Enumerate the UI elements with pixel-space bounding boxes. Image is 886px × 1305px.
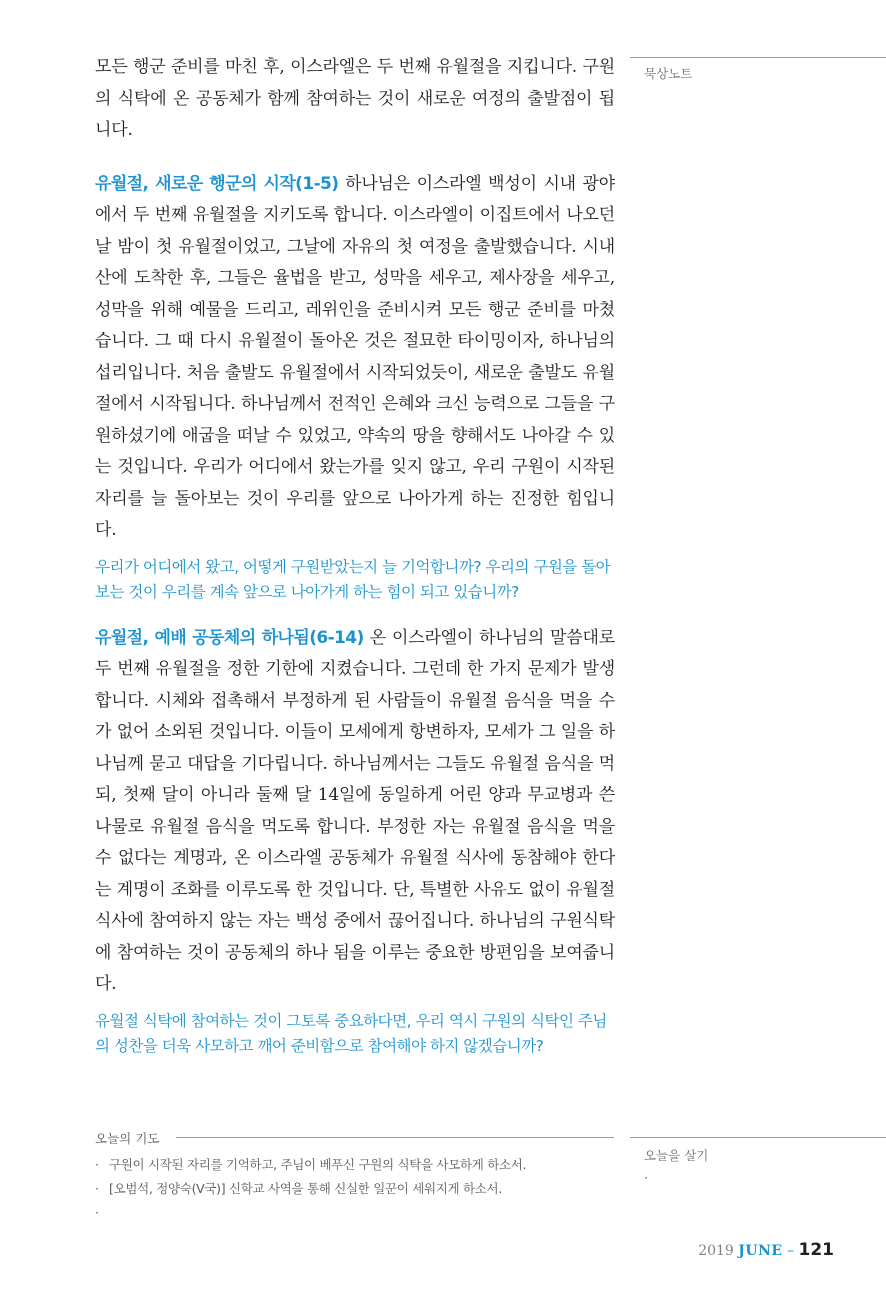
- section-1-heading: 유월절, 새로운 행군의 시작(1-5): [95, 173, 339, 194]
- prayer-rule: [176, 1137, 614, 1138]
- note-rule: [630, 57, 886, 58]
- footer-dash: –: [787, 1243, 795, 1259]
- page-footer: [698, 1240, 834, 1260]
- prayer-bullet: ·: [95, 1205, 99, 1220]
- prayer-bullet: ·: [95, 1181, 99, 1196]
- prayer-text: 구원이 시작된 자리를 기억하고, 주님이 베푸신 구원의 식탁을 사모하게 하소서.: [109, 1157, 527, 1172]
- meditation-note-title: 묵상노트: [644, 66, 693, 81]
- prayer-list: [95, 1153, 615, 1225]
- section-2-paragraph: [95, 623, 615, 1001]
- section-2-body: 온 이스라엘이 하나님의 말씀대로 두 번째 유월절을 정한 기한에 지켰습니다. 그런데 한 가지 문제가 발생합니다. 시체와 접촉해서 부정하게 된 사람들이 유월절 음식을 먹을 수가 없어 소외된 것입니다. 이들이 모세에게 항변하자, 모세가 그 일을 하나님께 묻고 대답을 기다립니다. 하나님께서는 그들도 유월절 음식을 먹되, 첫째 달이 아니라 둘째 달 14일에 동일하게 어린 양과 무교병과 쓴나물로 유월절 음식을 먹도록 합니다. 부정한 자는 유월절 음식을 먹을 수 없다는 계명과, 온 이스라엘 공동체가 유월절 식사에 동참해야 한다는 계명이 조화를 이루도록 한 것입니다. 단, 특별한 사유도 없이 유월절 식사에 참여하지 않는 자는 백성 중에서 끊어집니다. 하나님의 구원식탁에 참여하는 것이 공동체의 하나 됨을 이루는 중요한 방편임을 보여줍니다.: [95, 627, 615, 994]
- prayer-item: [95, 1153, 615, 1177]
- prayer-text: [오범석, 정양숙(V국)] 신학교 사역을 통해 신실한 일꾼이 세워지게 하소서.: [109, 1181, 502, 1196]
- footer-month: JUNE: [738, 1243, 783, 1259]
- live-today-title: 오늘을 살기: [644, 1148, 709, 1163]
- intro-paragraph: 모든 행군 준비를 마친 후, 이스라엘은 두 번째 유월절을 지킵니다. 구원의 식탁에 온 공동체가 함께 참여하는 것이 새로운 여정의 출발점이 됩니다.: [95, 57, 615, 140]
- section-2-heading: 유월절, 예배 공동체의 하나됨(6-14): [95, 627, 364, 648]
- prayer-label: 오늘의 기도: [95, 1131, 160, 1146]
- page-number: 121: [798, 1240, 834, 1260]
- section-1-question: 우리가 어디에서 왔고, 어떻게 구원받았는지 늘 기억합니까? 우리의 구원을 돌아보는 것이 우리를 계속 앞으로 나아가게 하는 힘이 되고 있습니까?: [95, 557, 611, 601]
- prayer-item: [95, 1201, 615, 1225]
- section-2-question: 유월절 식탁에 참여하는 것이 그토록 중요하다면, 우리 역시 구원의 식탁인 주님의 성찬을 더욱 사모하고 깨어 준비함으로 참여해야 하지 않겠습니까?: [95, 1011, 607, 1055]
- section-1-paragraph: [95, 169, 615, 547]
- main-column: [95, 52, 615, 1059]
- footer-year: 2019: [698, 1243, 734, 1259]
- prayer-item: [95, 1177, 615, 1201]
- prayer-bullet: ·: [95, 1157, 99, 1172]
- live-bullet: ·: [644, 1170, 648, 1185]
- live-rule: [630, 1137, 886, 1138]
- section-1-body: 하나님은 이스라엘 백성이 시내 광야에서 두 번째 유월절을 지키도록 합니다. 이스라엘이 이집트에서 나오던 날 밤이 첫 유월절이었고, 그날에 자유의 첫 여정을 출발했습니다. 시내산에 도착한 후, 그들은 율법을 받고, 성막을 세우고, 제사장을 세우고, 성막을 위해 예물을 드리고, 레위인을 준비시켜 모든 행군 준비를 마쳤습니다. 그 때 다시 유월절이 돌아온 것은 절묘한 타이밍이자, 하나님의 섭리입니다. 처음 출발도 유월절에서 시작되었듯이, 새로운 출발도 유월절에서 시작됩니다. 하나님께서 전적인 은혜와 크신 능력으로 그들을 구원하셨기에 애굽을 떠날 수 있었고, 약속의 땅을 향해서도 나아갈 수 있는 것입니다. 우리가 어디에서 왔는가를 잊지 않고, 우리 구원이 시작된 자리를 늘 돌아보는 것이 우리를 앞으로 나아가게 하는 진정한 힘입니다.: [95, 173, 615, 540]
